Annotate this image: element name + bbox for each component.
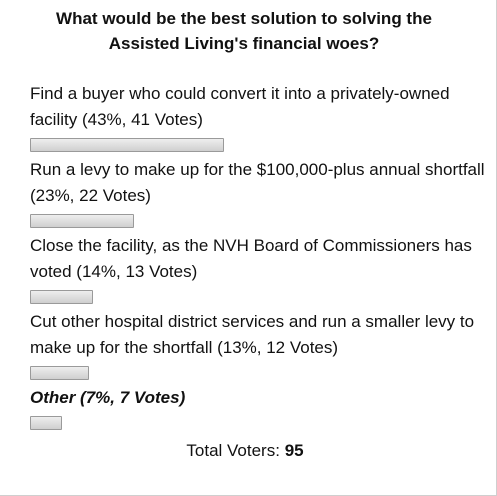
poll-option-label: Find a buyer who could convert it into a privately-owned facility (43%, 41 Votes) <box>30 84 450 129</box>
poll-option-label: Close the facility, as the NVH Board of Commissioners has voted (14%, 13 Votes) <box>30 236 472 281</box>
poll-result-bar <box>30 138 224 152</box>
poll-result-bar <box>30 290 93 304</box>
poll-result-bar <box>30 214 134 228</box>
total-voters-label: Total Voters: <box>186 441 280 460</box>
total-voters-count: 95 <box>284 441 304 460</box>
poll-results-list <box>30 81 490 435</box>
poll-option <box>30 309 490 380</box>
poll-option <box>30 157 490 228</box>
poll-question: What would be the best solution to solving the Assisted Living's financial woes? <box>56 9 432 53</box>
poll-option-label: Other (7%, 7 Votes) <box>30 388 186 407</box>
poll-result-bar <box>30 366 89 380</box>
poll-option <box>30 385 490 430</box>
poll-option-label: Cut other hospital district services and run a smaller levy to make up for the shortfall (13%, 12 Votes) <box>30 312 475 357</box>
poll-option <box>30 81 490 152</box>
poll-option <box>30 233 490 304</box>
poll-option-label: Run a levy to make up for the $100,000-plus annual shortfall (23%, 22 Votes) <box>30 160 485 205</box>
total-voters <box>0 439 490 463</box>
poll-result-bar <box>30 416 62 430</box>
